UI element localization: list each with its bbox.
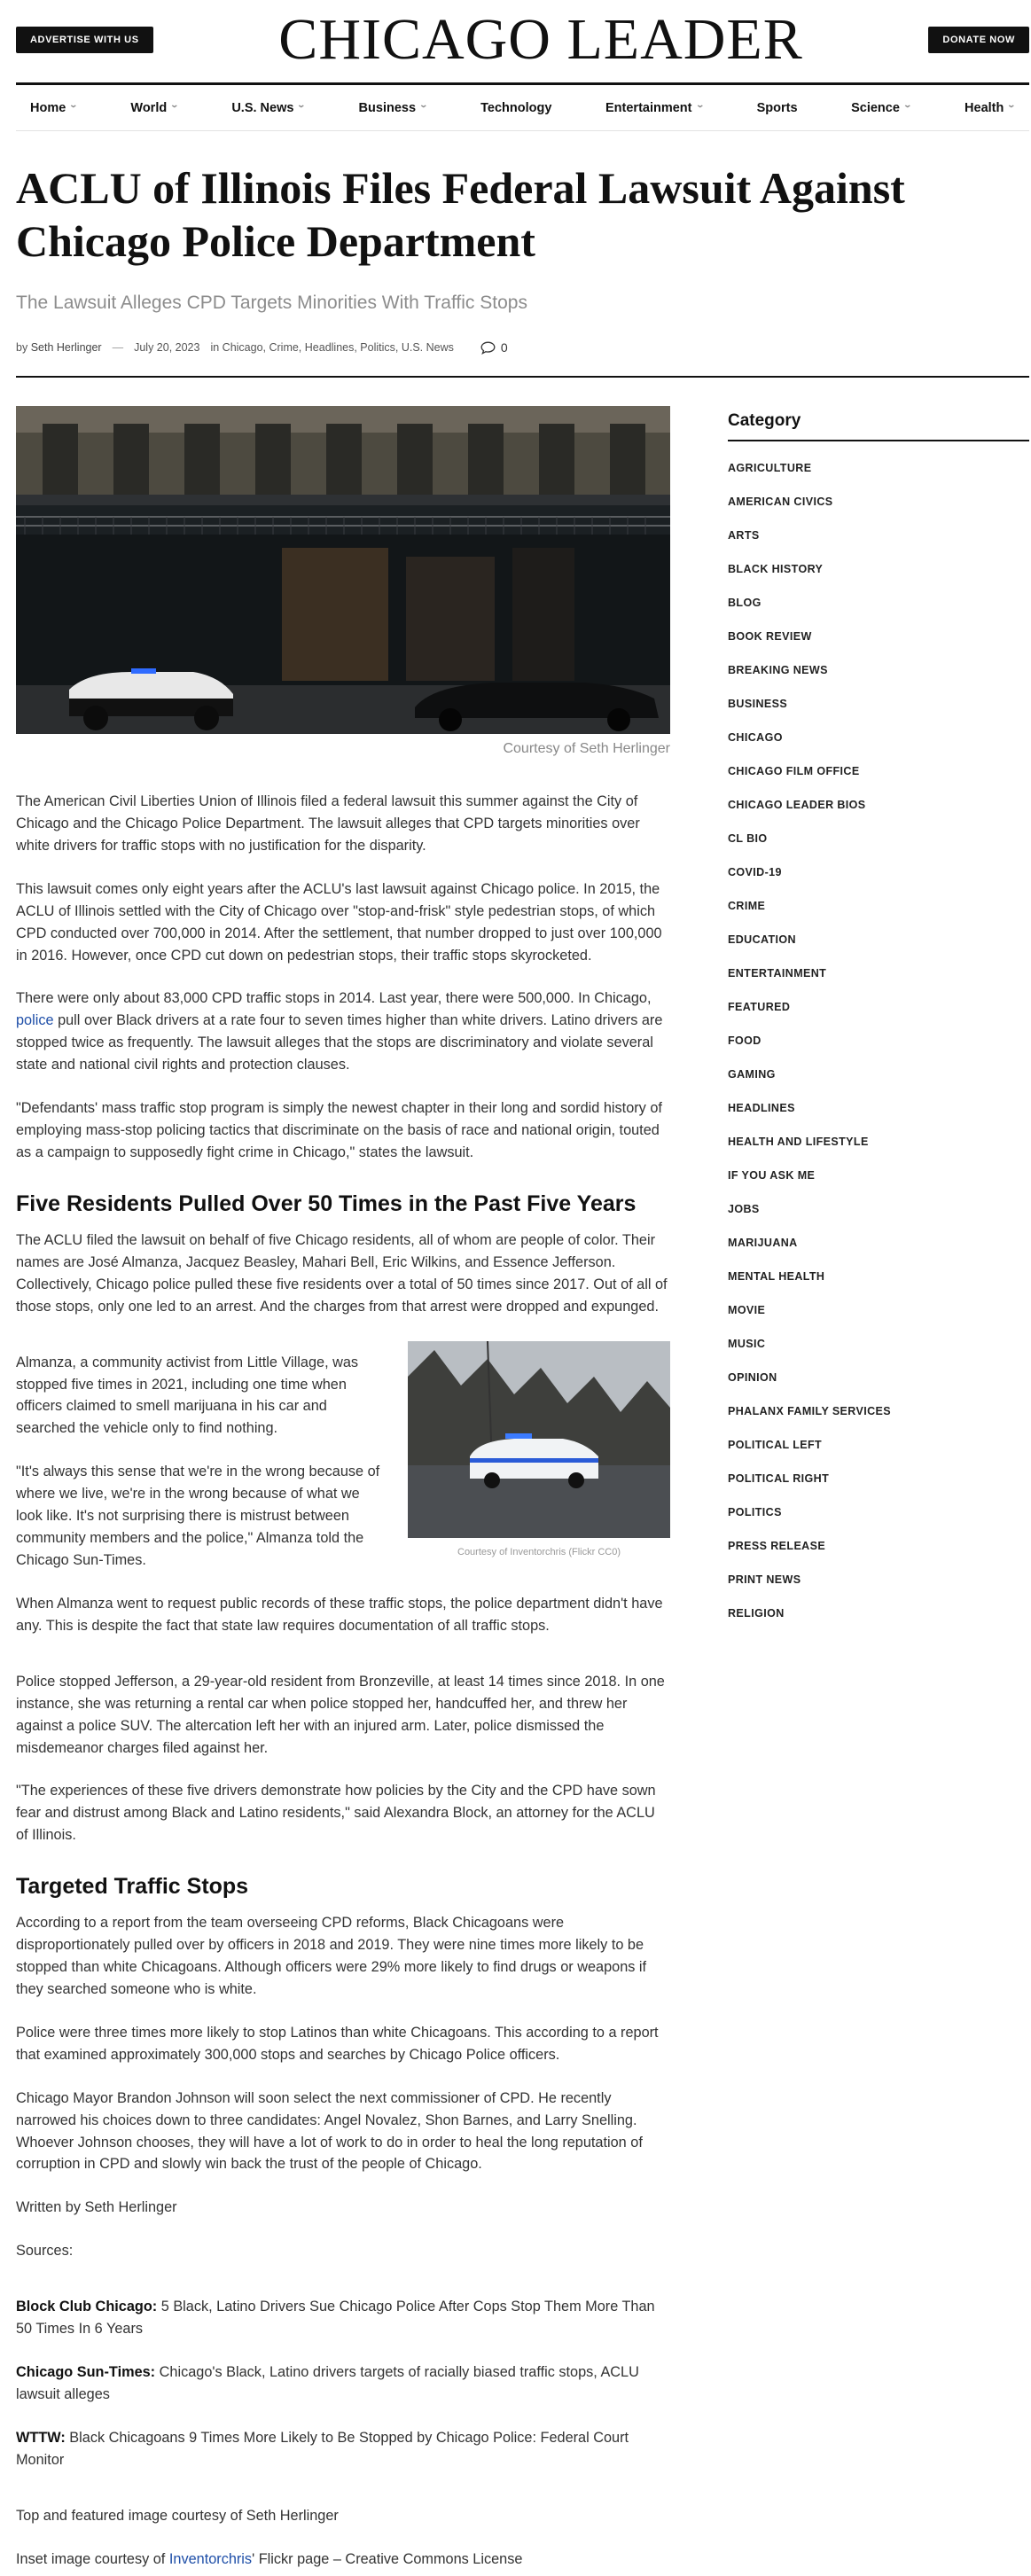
category-link[interactable]: HEADLINES: [728, 1102, 795, 1114]
category-link[interactable]: PRINT NEWS: [728, 1573, 801, 1586]
category-link[interactable]: ENTERTAINMENT: [728, 967, 827, 980]
paragraph-13: Chicago Mayor Brandon Johnson will soon select the next commissioner of CPD. He recently narrowed his choices down to three candidates: Angel Novalez, Shon Barnes, and Larry Snelling. Whoever Johnson chooses, they will have a lot of work to do in order to heal the long reputation of corruption in CPD and slowly win back the trust of the people of Chicago.: [16, 2089, 643, 2173]
category-link[interactable]: BREAKING NEWS: [728, 664, 828, 676]
category-link[interactable]: OPINION: [728, 1371, 777, 1384]
nav-item-u-s-news[interactable]: [231, 101, 305, 115]
category-link[interactable]: POLITICS: [728, 1506, 782, 1518]
advertise-button[interactable]: ADVERTISE WITH US: [16, 27, 153, 53]
category-link[interactable]: EDUCATION: [728, 933, 796, 946]
nav-item-label: Sports: [756, 100, 798, 115]
nav-item-label: World: [130, 100, 168, 115]
chevron-down-icon: ⌄: [418, 100, 429, 109]
inventorchris-link[interactable]: Inventorchris: [168, 2550, 253, 2567]
nav-item-home[interactable]: [30, 101, 77, 115]
paragraph-3-text-end: pull over Black drivers at a rate four to seven times higher than white drivers. Latino drivers are stopped twice as frequently. The lawsuit alleges that the stops are discriminatory and violate several state and national civil rights and protection clauses.: [16, 1012, 663, 1073]
nav-item-label: Science: [851, 100, 900, 115]
speech-bubble-icon: [480, 341, 496, 355]
comments-link[interactable]: [480, 340, 508, 355]
category-link[interactable]: POLITICAL LEFT: [728, 1439, 823, 1451]
source-title[interactable]: Black Chicagoans 9 Times More Likely to Be Stopped by Chicago Police: Federal Court Monitor: [16, 2429, 629, 2468]
category-link[interactable]: ARTS: [728, 529, 760, 542]
category-link[interactable]: FOOD: [728, 1034, 762, 1047]
category-link[interactable]: CHICAGO LEADER BIOS: [728, 799, 866, 811]
chevron-down-icon: ⌄: [169, 100, 180, 109]
author-link[interactable]: Seth Herlinger: [30, 341, 102, 354]
source-outlet: WTTW:: [16, 2429, 66, 2446]
comment-count: 0: [500, 340, 508, 355]
nav-item-technology[interactable]: [480, 101, 551, 115]
category-link[interactable]: RELIGION: [728, 1607, 785, 1620]
paragraph-1: The American Civil Liberties Union of Illinois filed a federal lawsuit this summer against the City of Chicago and the Chicago Police Department. The lawsuit alleges that CPD targets minorities over white drivers for traffic stops with no justification for the disparity.: [16, 793, 640, 854]
in-label: in: [210, 341, 220, 354]
inset-photo: [408, 1341, 670, 1538]
article-title: ACLU of Illinois Files Federal Lawsuit Against Chicago Police Department: [16, 163, 905, 266]
article-body: [16, 406, 670, 2571]
category-link[interactable]: MOVIE: [728, 1304, 766, 1316]
meta-separator: —: [112, 341, 124, 354]
nav-item-label: Business: [358, 100, 417, 115]
inset-caption: Courtesy of Inventorchris (Flickr CC0): [457, 1546, 621, 1557]
paragraph-6: Almanza, a community activist from Little Village, was stopped five times in 2021, including one time when officers claimed to smell marijuana in his car and searched the vehicle only to find nothing.: [16, 1354, 359, 1437]
category-link[interactable]: AMERICAN CIVICS: [728, 496, 833, 508]
hero-caption: Courtesy of Seth Herlinger: [503, 741, 670, 756]
chevron-down-icon: ⌄: [902, 100, 912, 109]
source-outlet: Block Club Chicago:: [16, 2299, 158, 2315]
category-link[interactable]: PHALANX FAMILY SERVICES: [728, 1405, 892, 1417]
category-link[interactable]: IF YOU ASK ME: [728, 1169, 816, 1182]
category-link[interactable]: GAMING: [728, 1068, 776, 1081]
masthead: [16, 0, 1029, 85]
category-link[interactable]: BLOG: [728, 597, 762, 609]
source-outlet: Chicago Sun-Times:: [16, 2364, 156, 2381]
paragraph-3-text: There were only about 83,000 CPD traffic stops in 2014. Last year, there were 500,000. In Chicago,: [16, 990, 652, 1007]
category-link[interactable]: BUSINESS: [728, 698, 788, 710]
by-label: by: [16, 341, 28, 354]
category-link[interactable]: CL BIO: [728, 832, 768, 845]
paragraph-2: This lawsuit comes only eight years after the ACLU's last lawsuit against Chicago police. In 2015, the ACLU of Illinois settled with the City of Chicago over "stop-and-frisk" style pedestrian stops, of which CPD conducted over 700,000 in 2014. After the settlement, that number dropped to just over 100,000 in 2016. However, once CPD cut down on pedestrian stops, their traffic stops skyrocketed.: [16, 880, 662, 964]
site-logo[interactable]: CHICAGO LEADER: [278, 6, 803, 72]
inset-image: [408, 1341, 670, 1538]
nav-item-science[interactable]: [851, 101, 910, 115]
paragraph-4: "Defendants' mass traffic stop program is simply the newest chapter in their long and sordid history of employing mass-stop policing tactics that discriminate on the basis of race and national origin, touted as a campaign to supposedly fight crime in Chicago," states the lawsuit.: [16, 1100, 662, 1160]
article-meta: [16, 339, 1029, 356]
article-subtitle: The Lawsuit Alleges CPD Targets Minorities With Traffic Stops: [16, 293, 527, 313]
paragraph-5: The ACLU filed the lawsuit on behalf of five Chicago residents, all of whom are people of color. Their names are José Almanza, Jacquez Beasley, Mahari Bell, Eric Wilkins, and Essence Jefferson. Collectively, Chicago police pulled these five residents over a total of 50 times since 2017. Out of all of those stops, only one led to an arrest. And the charges from that arrest were dropped and expunged.: [16, 1231, 668, 1315]
section-heading-residents: Five Residents Pulled Over 50 Times in the Past Five Years: [16, 1190, 637, 1216]
content-columns: [16, 406, 1029, 2571]
category-link[interactable]: MARIJUANA: [728, 1237, 798, 1249]
category-link[interactable]: AGRICULTURE: [728, 462, 812, 474]
top-image-credit: Top and featured image courtesy of Seth Herlinger: [16, 2507, 339, 2524]
written-by: Written by Seth Herlinger: [16, 2199, 177, 2216]
category-link[interactable]: HEALTH AND LIFESTYLE: [728, 1136, 869, 1148]
sources-list: [16, 2296, 670, 2471]
main-nav: [16, 85, 1029, 131]
category-widget-title: Category: [728, 411, 1029, 441]
category-link[interactable]: POLITICAL RIGHT: [728, 1472, 830, 1485]
nav-item-label: U.S. News: [231, 100, 294, 115]
section-heading-targeted: Targeted Traffic Stops: [16, 1874, 249, 1900]
category-link[interactable]: CRIME: [728, 900, 766, 912]
police-link[interactable]: police: [16, 1012, 54, 1029]
inset-credit-text: Inset image courtesy of: [16, 2550, 169, 2567]
category-link[interactable]: CHICAGO FILM OFFICE: [728, 765, 860, 777]
category-link[interactable]: JOBS: [728, 1203, 760, 1215]
chevron-down-icon: ⌄: [1006, 100, 1017, 109]
chevron-down-icon: ⌄: [296, 100, 307, 109]
category-link[interactable]: PRESS RELEASE: [728, 1540, 826, 1552]
category-link[interactable]: FEATURED: [728, 1001, 791, 1013]
paragraph-7: "It's always this sense that we're in the wrong because of where we live, we're in the wrong because of what we look like. It's not surprising there is mistrust between community members and the police," Almanza told the Chicago Sun-Times.: [16, 1464, 380, 1568]
publish-date[interactable]: July 20, 2023: [134, 341, 200, 354]
paragraph-3: [16, 987, 670, 1076]
category-link[interactable]: CHICAGO: [728, 731, 783, 744]
article-categories[interactable]: Chicago, Crime, Headlines, Politics, U.S. News: [222, 341, 454, 354]
page: [16, 0, 1029, 2571]
nav-item-label: Health: [965, 100, 1004, 115]
source-title[interactable]: 5 Black, Latino Drivers Sue Chicago Police After Cops Stop Them More Than 50 Times In 6 Years: [16, 2299, 655, 2338]
nav-item-label: Entertainment: [605, 100, 692, 115]
chevron-down-icon: ⌄: [68, 100, 79, 109]
source-item: [16, 2427, 670, 2471]
paragraph-8: When Almanza went to request public records of these traffic stops, the police department didn't have any. This is despite the fact that state law requires documentation of all traffic stops.: [16, 1595, 663, 1634]
source-title[interactable]: Chicago's Black, Latino drivers targets of racially biased traffic stops, ACLU lawsuit alleges: [16, 2364, 639, 2403]
nav-item-label: Home: [30, 100, 66, 115]
nav-item-entertainment[interactable]: [605, 101, 703, 115]
inset-figure: [408, 1341, 670, 1557]
paragraph-10: "The experiences of these five drivers demonstrate how policies by the City and the CPD have sown fear and distrust among Black and Latino residents," said Alexandra Block, an attorney for the ACLU of Illinois.: [16, 1783, 656, 1844]
nav-item-health[interactable]: [965, 101, 1015, 115]
category-list: [728, 459, 1029, 1638]
category-link[interactable]: BLACK HISTORY: [728, 563, 824, 575]
hero-image: [16, 406, 670, 734]
paragraph-12: Police were three times more likely to stop Latinos than white Chicagoans. This according to a report that examined approximately 300,000 stops and searches by Chicago Police officers.: [16, 2024, 659, 2063]
inset-credit-text-end: ' Flickr page – Creative Commons License: [252, 2550, 523, 2567]
header-divider: [16, 376, 1029, 378]
paragraph-11: According to a report from the team overseeing CPD reforms, Black Chicagoans were disproportionately pulled over by officers in 2018 and 2019. They were nine times more likely to be stopped than white Chicagoans. Although officers were 29% more likely to find drugs or weapons if they searched someone who is white.: [16, 1915, 647, 1997]
source-item: [16, 2296, 670, 2340]
nav-item-label: Technology: [480, 100, 552, 115]
category-link[interactable]: BOOK REVIEW: [728, 630, 812, 643]
nav-item-business[interactable]: [359, 101, 427, 115]
sidebar: [728, 406, 1029, 2571]
sources-label: Sources:: [16, 2243, 74, 2260]
category-link[interactable]: COVID-19: [728, 866, 782, 878]
paragraph-9: Police stopped Jefferson, a 29-year-old resident from Bronzeville, at least 14 times since 2018. In one instance, she was returning a rental car when police stopped her, handcuffed her, and threw her against a police SUV. The altercation left her with an injured arm. Later, police dismissed the misdemeanor charges filed against her.: [16, 1673, 665, 1756]
category-link[interactable]: MENTAL HEALTH: [728, 1270, 825, 1283]
nav-item-world[interactable]: [130, 100, 180, 115]
category-link[interactable]: MUSIC: [728, 1338, 766, 1350]
donate-button[interactable]: DONATE NOW: [928, 27, 1029, 53]
nav-item-sports[interactable]: [757, 101, 798, 115]
chevron-down-icon: ⌄: [694, 100, 705, 109]
source-item: [16, 2361, 670, 2406]
hero-photo: [16, 406, 670, 734]
inset-image-credit: [16, 2549, 670, 2571]
